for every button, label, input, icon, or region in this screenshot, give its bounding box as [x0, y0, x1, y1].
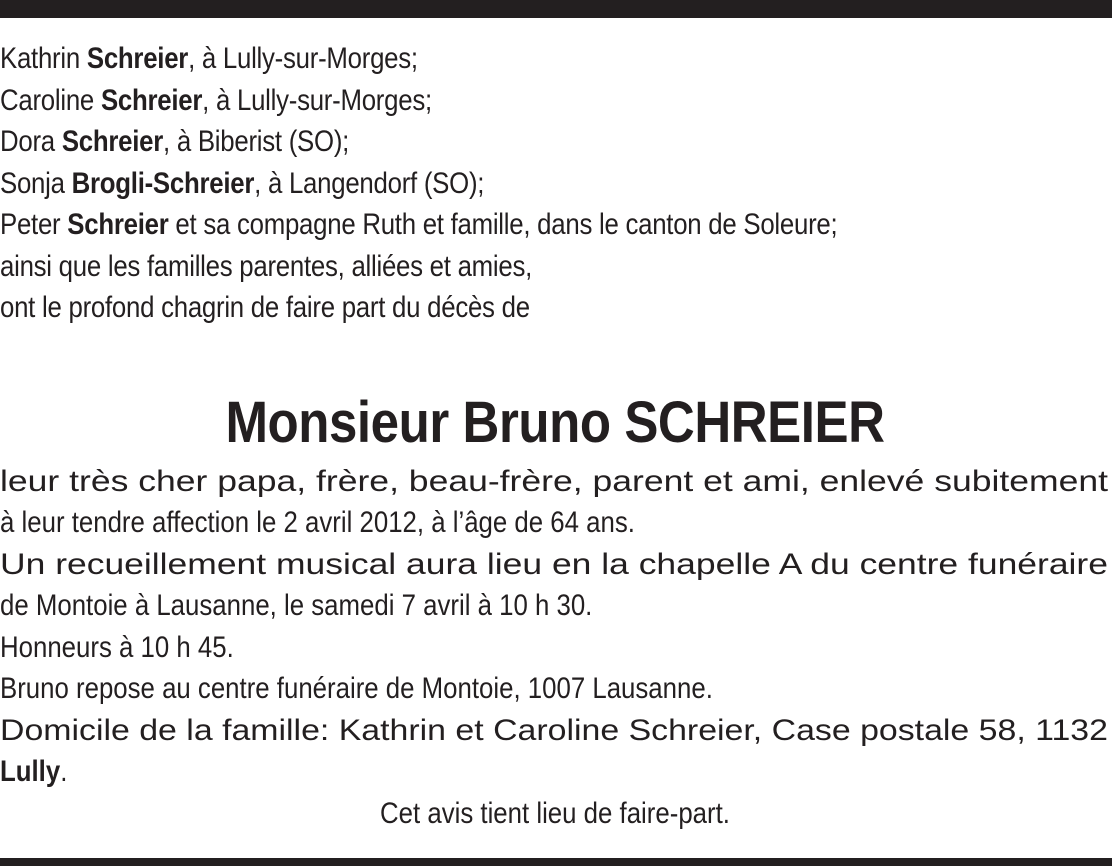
location-text: , à Biberist (SO);: [163, 125, 350, 158]
body-line: Honneurs à 10 h 45.: [0, 630, 234, 664]
domicile-place: Lully: [0, 755, 61, 788]
surname: Schreier: [100, 83, 203, 117]
deceased-name: Monsieur Bruno SCHREIER: [225, 389, 885, 455]
family-member-line: [0, 163, 955, 205]
body-line: [0, 751, 955, 793]
death-notice: [0, 38, 1110, 834]
location-text: , à Lully-sur-Morges;: [188, 42, 418, 75]
first-name: Kathrin: [0, 42, 80, 75]
body-line: à leur tendre affection le 2 avril 2012, à l’âge de 64 ans.: [0, 506, 635, 539]
bottom-rule: [0, 858, 1112, 866]
family-member-line: [0, 80, 955, 122]
body-line: Domicile de la famille: Kathrin et Caroline Schreier, Case postale 58, 1132: [0, 713, 1108, 747]
location-text: , à Lully-sur-Morges;: [202, 83, 432, 117]
first-name: Sonja: [0, 166, 65, 200]
family-member-line: [0, 121, 955, 163]
first-name: Peter: [0, 208, 61, 241]
surname: Schreier: [67, 208, 169, 241]
body-line: Un recueillement musical aura lieu en la chapelle A du centre funéraire: [0, 547, 1108, 581]
body-line: de Montoie à Lausanne, le samedi 7 avril à 10 h 30.: [0, 589, 593, 622]
surname: Schreier: [61, 125, 164, 158]
intro-line: ainsi que les familles parentes, alliées et amies,: [0, 249, 533, 283]
spacer: [0, 329, 1110, 387]
first-name: Dora: [0, 125, 55, 158]
notice-body: [0, 461, 1110, 793]
closing-note: Cet avis tient lieu de faire-part.: [380, 796, 730, 830]
surname: Schreier: [86, 42, 189, 75]
first-name: Caroline: [0, 83, 95, 117]
domicile-end: .: [60, 755, 68, 788]
family-member-line: [0, 38, 955, 80]
body-line: Bruno repose au centre funéraire de Montoie, 1007 Lausanne.: [0, 672, 713, 705]
family-member-line: [0, 204, 955, 246]
location-text: et sa compagne Ruth et famille, dans le canton de Soleure;: [168, 208, 838, 241]
location-text: , à Langendorf (SO);: [254, 166, 485, 200]
body-line: leur très cher papa, frère, beau-frère, parent et ami, enlevé subitement: [0, 464, 1109, 498]
intro-line: ont le profond chagrin de faire part du décès de: [0, 291, 530, 324]
surname: Brogli-Schreier: [71, 166, 255, 200]
top-rule: [0, 0, 1112, 18]
